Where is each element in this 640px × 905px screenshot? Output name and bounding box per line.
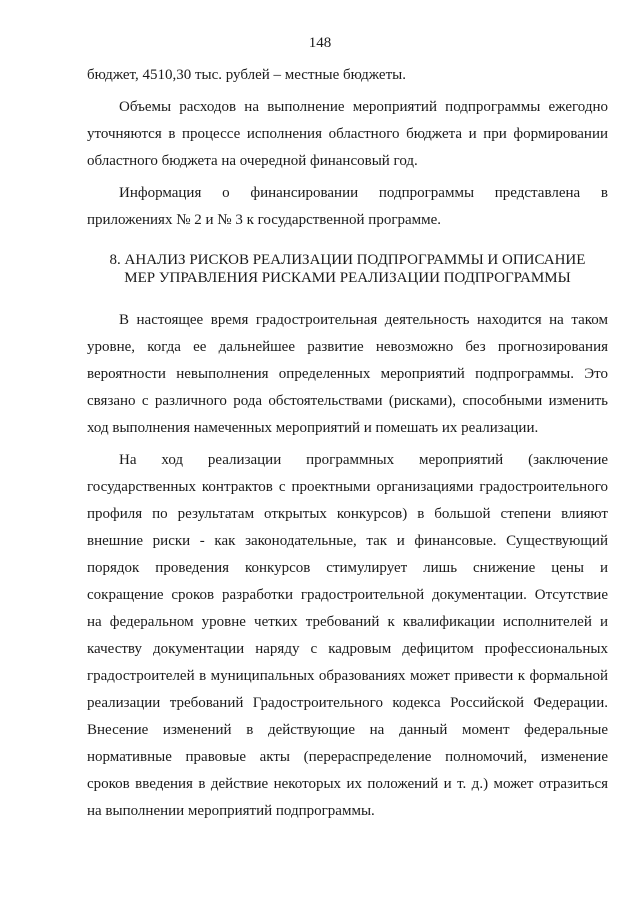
paragraph-line: На ход реализации программных мероприятий (заключение bbox=[119, 452, 608, 468]
paragraph-line: на федеральном уровне четких требований к квалификации исполнителей и bbox=[87, 614, 608, 630]
paragraph-line: реализации требований Градостроительного кодекса Российской Федерации. bbox=[87, 695, 608, 711]
paragraph bbox=[87, 62, 608, 89]
paragraph-line: Объемы расходов на выполнение мероприятий подпрограммы ежегодно bbox=[119, 99, 608, 115]
paragraph-line: государственных контрактов с проектными организациями градостроительного bbox=[87, 479, 608, 495]
paragraph-line: областного бюджета на очередной финансовый год. bbox=[87, 153, 418, 169]
paragraph-line: приложениях № 2 и № 3 к государственной программе. bbox=[87, 212, 442, 228]
paragraph-line: связано с различного рода обстоятельствами (рисками), способными изменить bbox=[87, 393, 608, 409]
paragraph-line: вероятности невыполнения определенных мероприятий подпрограммы. Это bbox=[87, 366, 608, 382]
paragraph bbox=[87, 307, 608, 442]
paragraph bbox=[87, 94, 608, 175]
paragraph-line: качеству документации наряду с кадровым дефицитом профессиональных bbox=[87, 641, 608, 657]
paragraph-line: Информация о финансировании подпрограммы представлена в bbox=[119, 185, 608, 201]
paragraph bbox=[87, 180, 608, 234]
paragraph bbox=[87, 447, 608, 825]
paragraph-line: нормативные правовые акты (перераспределение полномочий, изменение bbox=[87, 749, 608, 765]
paragraph-line: профиля по результатам открытых конкурсов) в большой степени влияют bbox=[87, 506, 608, 522]
paragraph-line: Внесение изменений в действующие на данный момент федеральные bbox=[87, 722, 608, 738]
paragraph-line: В настоящее время градостроительная деятельность находится на таком bbox=[119, 312, 608, 328]
paragraphs-top bbox=[87, 62, 608, 234]
paragraph-line: бюджет, 4510,30 тыс. рублей – местные бюджеты. bbox=[87, 67, 406, 83]
paragraph-line: градостроителей в муниципальных образованиях может привести к формальной bbox=[87, 668, 608, 684]
section-heading-line-1: 8. АНАЛИЗ РИСКОВ РЕАЛИЗАЦИИ ПОДПРОГРАММЫ И ОПИСАНИЕ bbox=[109, 252, 586, 268]
paragraph-line: внешние риски - как законодательные, так и финансовые. Существующий bbox=[87, 533, 608, 549]
paragraphs-bottom bbox=[87, 307, 608, 825]
section-heading bbox=[87, 251, 608, 287]
paragraph-line: уровне, когда ее дальнейшее развитие невозможно без прогнозирования bbox=[87, 339, 608, 355]
paragraph-line: порядок проведения конкурсов стимулирует лишь снижение цены и bbox=[87, 560, 608, 576]
paragraph-line: сроков введения в действие некоторых их положений и т. д.) может отразиться bbox=[87, 776, 608, 792]
section-heading-line-2: МЕР УПРАВЛЕНИЯ РИСКАМИ РЕАЛИЗАЦИИ ПОДПРОГРАММЫ bbox=[124, 270, 571, 286]
paragraph-line: ход выполнения намеченных мероприятий и помешать их реализации. bbox=[87, 420, 539, 436]
document-body bbox=[87, 62, 608, 825]
page-number: 148 bbox=[308, 35, 332, 51]
paragraph-line: на выполнении мероприятий подпрограммы. bbox=[87, 803, 375, 819]
paragraph-line: сокращение сроков разработки градостроительной документации. Отсутствие bbox=[87, 587, 608, 603]
paragraph-line: уточняются в процессе исполнения областного бюджета и при формировании bbox=[87, 126, 608, 142]
